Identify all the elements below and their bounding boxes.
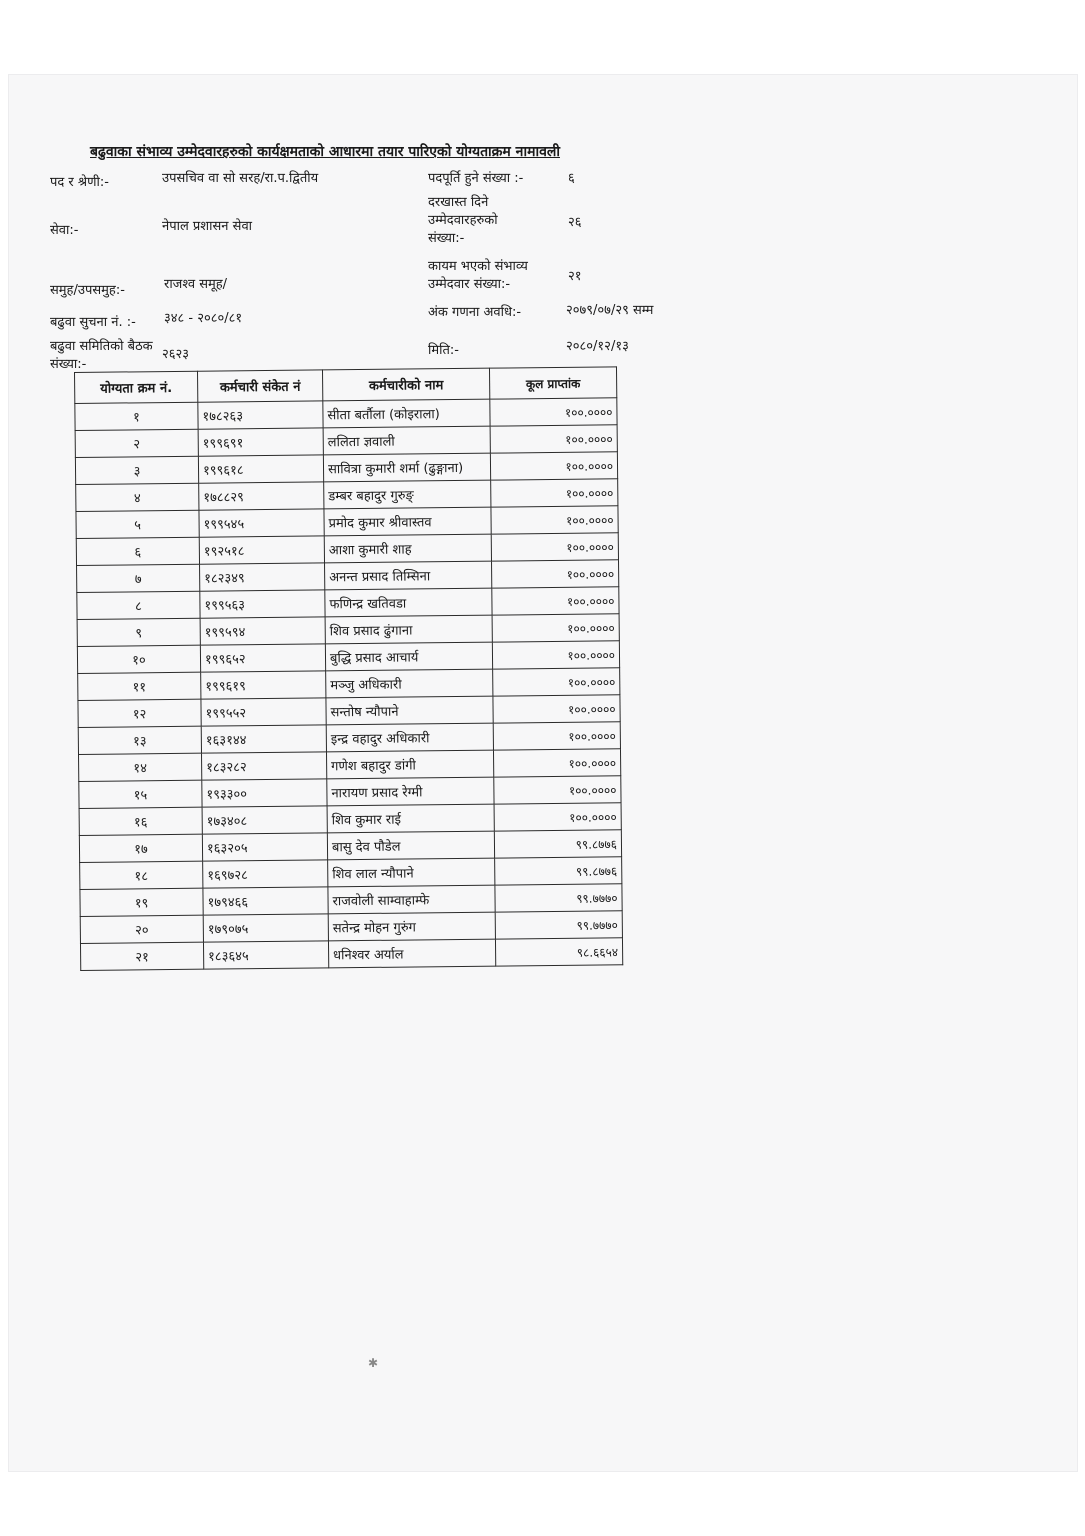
employee-name-cell: सीता बर्तौला (कोइराला)	[323, 399, 490, 428]
applicants-value: २६	[568, 215, 582, 230]
rank-cell: ७	[77, 564, 200, 592]
rank-cell: ५	[76, 510, 199, 538]
rank-cell: २	[75, 429, 198, 457]
group-value: राजश्व समूह/	[164, 277, 228, 292]
rank-cell: १७	[79, 834, 202, 862]
notice-label: बढुवा सुचना नं. :-	[50, 315, 136, 330]
employee-code-cell: १९९६५२	[200, 644, 325, 672]
employee-name-cell: मञ्जु अधिकारी	[326, 669, 493, 698]
employee-code-cell: १९९६९१	[198, 428, 323, 456]
employee-code-cell: १६३२०५	[202, 833, 327, 861]
employee-code-cell: १९३३००	[202, 779, 327, 807]
employee-name-cell: बासु देव पौडेल	[327, 831, 494, 860]
rank-cell: ६	[76, 537, 199, 565]
header-total-score: कूल प्राप्तांक	[489, 367, 616, 399]
rank-cell: १४	[79, 753, 202, 781]
employee-code-cell: १९९६१९	[201, 671, 326, 699]
employee-code-cell: १९९५९४	[200, 617, 325, 645]
employee-code-cell: १८३६४५	[203, 941, 328, 969]
employee-name-cell: आशा कुमारी शाह	[324, 534, 491, 563]
total-score-cell: ९९.८७७६	[495, 857, 622, 885]
post-value: उपसचिव वा सो सरह/रा.प.द्वितीय	[162, 171, 319, 186]
total-score-cell: १००.००००	[492, 614, 619, 642]
rank-cell: ४	[76, 483, 199, 511]
group-label: समुह/उपसमुह:-	[50, 283, 125, 298]
employee-code-cell: १८२३४९	[200, 563, 325, 591]
employee-name-cell: शिव कुमार राई	[327, 804, 494, 833]
employee-name-cell: गणेश बहादुर डांगी	[326, 750, 493, 779]
employee-name-cell: सावित्रा कुमारी शर्मा (ढुङ्गाना)	[323, 453, 490, 482]
employee-code-cell: १६३१४४	[201, 725, 326, 753]
total-score-cell: १००.००००	[490, 452, 617, 480]
employee-name-cell: डम्बर बहादुर गुरुङ्	[324, 480, 491, 509]
rank-cell: १८	[80, 861, 203, 889]
date-value: २०८०/१२/१३	[566, 339, 629, 354]
employee-name-cell: सन्तोष न्यौपाने	[326, 696, 493, 725]
meeting-value: २६२३	[162, 347, 190, 362]
rank-cell: ३	[75, 456, 198, 484]
total-score-cell: १००.००००	[494, 803, 621, 831]
employee-name-cell: फणिन्द्र खतिवडा	[325, 588, 492, 617]
employee-code-cell: १७८८२९	[199, 482, 324, 510]
total-score-cell: १००.००००	[490, 398, 617, 426]
table-row	[80, 938, 622, 971]
header-employee-name: कर्मचारीको नाम	[322, 368, 489, 401]
employee-name-cell: सतेन्द्र मोहन गुरुंग	[328, 912, 495, 941]
total-score-cell: १००.००००	[492, 560, 619, 588]
post-label: पद र श्रेणी:-	[50, 175, 109, 190]
vacancy-value: ६	[568, 171, 575, 186]
employee-name-cell: इन्द्र वहादुर अधिकारी	[326, 723, 493, 752]
total-score-cell: १००.००००	[493, 668, 620, 696]
total-score-cell: ९८.६६५४	[495, 938, 622, 966]
employee-name-cell: बुद्धि प्रसाद आचार्य	[325, 642, 492, 671]
total-score-cell: १००.००००	[491, 479, 618, 507]
employee-code-cell: १७८२६३	[198, 401, 323, 429]
employee-code-cell: १८३२८२	[201, 752, 326, 780]
employee-code-cell: १९९५५२	[201, 698, 326, 726]
rank-cell: ११	[78, 672, 201, 700]
total-score-cell: १००.००००	[492, 587, 619, 615]
rank-cell: २१	[80, 942, 203, 970]
total-score-cell: ९९.८७७६	[494, 830, 621, 858]
rank-cell: १०	[77, 645, 200, 673]
applicants-label: दरखास्त दिने उम्मेदवारहरुको संख्या:-	[428, 195, 498, 246]
total-score-cell: १००.००००	[491, 506, 618, 534]
employee-name-cell: नारायण प्रसाद रेग्मी	[327, 777, 494, 806]
employee-code-cell: १७९४६६	[203, 887, 328, 915]
total-score-cell: १००.००००	[494, 776, 621, 804]
merit-list-table	[74, 366, 623, 971]
total-score-cell: १००.००००	[491, 533, 618, 561]
service-value: नेपाल प्रशासन सेवा	[162, 219, 253, 234]
vacancy-label: पदपूर्ति हुने संख्या :-	[428, 171, 524, 186]
eligible-value: २१	[568, 269, 582, 284]
rank-cell: १	[75, 402, 198, 430]
total-score-cell: १००.००००	[493, 722, 620, 750]
employee-code-cell: १९२५१८	[199, 536, 324, 564]
employee-code-cell: १९९५६३	[200, 590, 325, 618]
employee-name-cell: ललिता ज्ञवाली	[323, 426, 490, 455]
rank-cell: १२	[78, 699, 201, 727]
date-label: मिति:-	[428, 343, 459, 358]
total-score-cell: ९९.७७७०	[495, 911, 622, 939]
employee-name-cell: अनन्त प्रसाद तिम्सिना	[325, 561, 492, 590]
total-score-cell: १००.००००	[490, 425, 617, 453]
header-employee-code: कर्मचारी संकेत नं	[197, 370, 322, 402]
notice-value: ३४८ - २०८०/८१	[164, 311, 243, 326]
total-score-cell: ९९.७७७०	[495, 884, 622, 912]
eligible-label: कायम भएको संभाव्य उम्मेदवार संख्या:-	[428, 259, 528, 292]
employee-name-cell: शिव प्रसाद ढुंगाना	[325, 615, 492, 644]
stray-mark: ✱	[368, 1356, 379, 1370]
employee-name-cell: प्रमोद कुमार श्रीवास्तव	[324, 507, 491, 536]
service-label: सेवा:-	[50, 223, 79, 238]
total-score-cell: १००.००००	[493, 695, 620, 723]
employee-code-cell: १७९०७५	[203, 914, 328, 942]
total-score-cell: १००.००००	[492, 641, 619, 669]
period-label: अंक गणना अवधि:-	[428, 305, 522, 320]
employee-name-cell: धनिश्वर अर्याल	[328, 939, 495, 968]
employee-code-cell: १९९५४५	[199, 509, 324, 537]
period-value: २०७९/०७/२९ सम्म	[566, 303, 654, 318]
rank-cell: २०	[80, 915, 203, 943]
employee-code-cell: १९९६१८	[198, 455, 323, 483]
document-title: बढुवाका संभाव्य उम्मेदवारहरुको कार्यक्षमताको आधारमा तयार पारिएको योग्यताक्रम नामावली	[90, 144, 560, 160]
employee-name-cell: शिव लाल न्यौपाने	[328, 858, 495, 887]
rank-cell: ८	[77, 591, 200, 619]
employee-code-cell: १७३४०८	[202, 806, 327, 834]
rank-cell: १५	[79, 780, 202, 808]
employee-code-cell: १६९७२८	[203, 860, 328, 888]
total-score-cell: १००.००००	[493, 749, 620, 777]
meeting-label: बढुवा समितिको बैठक संख्या:-	[50, 339, 153, 372]
rank-cell: १३	[78, 726, 201, 754]
rank-cell: १९	[80, 888, 203, 916]
rank-cell: १६	[79, 807, 202, 835]
employee-name-cell: राजवोली साम्वाहाम्फे	[328, 885, 495, 914]
table-body	[75, 398, 623, 971]
rank-cell: ९	[77, 618, 200, 646]
header-rank: योग्यता क्रम नं.	[75, 371, 198, 403]
